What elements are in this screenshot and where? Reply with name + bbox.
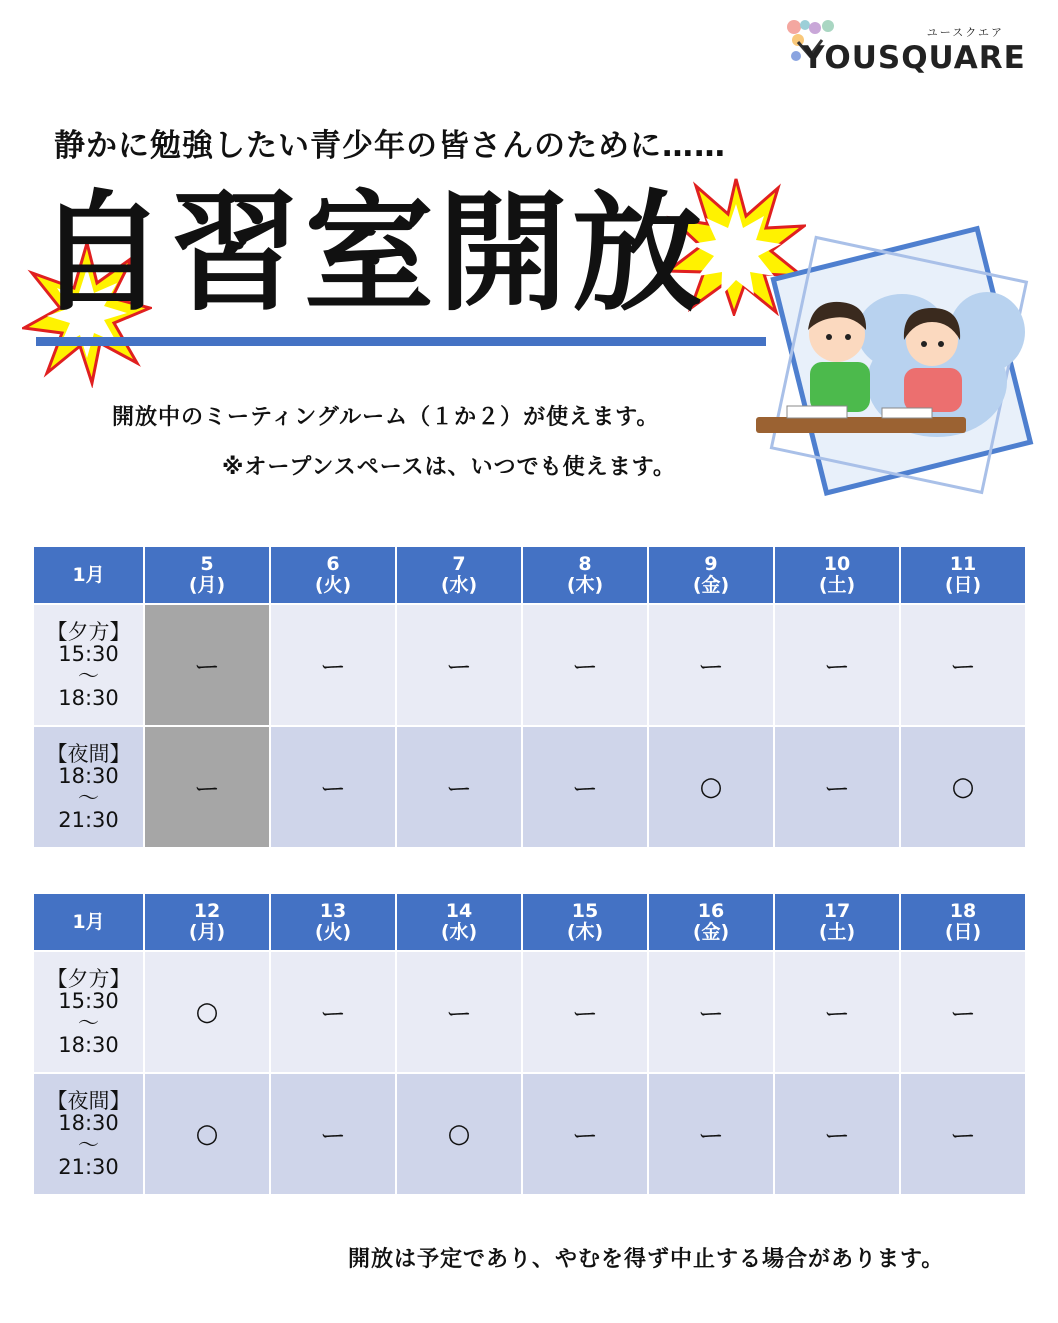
day-header: 8 (木)	[523, 547, 647, 603]
day-header: 9 (金)	[649, 547, 773, 603]
slot-cell: ー	[523, 1074, 647, 1194]
day-header: 17 (土)	[775, 894, 899, 950]
note-meeting-room: 開放中のミーティングルーム（１か２）が使えます。	[112, 405, 660, 430]
table-header-row	[34, 547, 1025, 603]
month-header: 1月	[34, 547, 143, 603]
logo-word: YOUSQUARE	[802, 40, 1026, 76]
day-header: 14 (水)	[397, 894, 521, 950]
slot-cell: ー	[523, 952, 647, 1072]
slot-cell: ー	[649, 952, 773, 1072]
slot-cell: ー	[775, 1074, 899, 1194]
slot-cell: ー	[901, 605, 1025, 725]
students-studying-illustration	[752, 222, 1042, 502]
slot-cell: ー	[901, 1074, 1025, 1194]
day-header: 5 (月)	[145, 547, 269, 603]
slot-cell: ー	[649, 605, 773, 725]
title-underline	[36, 337, 766, 346]
day-header: 15 (木)	[523, 894, 647, 950]
night-label: 【夜間】 18:30 ～ 21:30	[34, 727, 143, 847]
slot-cell: ー	[145, 605, 269, 725]
evening-label: 【夕方】 15:30 ～ 18:30	[34, 952, 143, 1072]
night-label: 【夜間】 18:30 ～ 21:30	[34, 1074, 143, 1194]
day-header: 13 (火)	[271, 894, 395, 950]
day-header: 6 (火)	[271, 547, 395, 603]
page-title: 自習室開放	[36, 177, 707, 329]
slot-cell: ー	[775, 727, 899, 847]
day-header: 11 (日)	[901, 547, 1025, 603]
month-header: 1月	[34, 894, 143, 950]
schedule-table-week1	[32, 545, 1027, 849]
slot-cell: ー	[775, 952, 899, 1072]
evening-label: 【夕方】 15:30 ～ 18:30	[34, 605, 143, 725]
slot-cell: ○	[649, 727, 773, 847]
slot-cell: ○	[901, 727, 1025, 847]
slot-cell: ー	[271, 605, 395, 725]
slot-cell: ○	[145, 1074, 269, 1194]
subtitle: 静かに勉強したい青少年の皆さんのために……	[54, 128, 726, 164]
slot-cell: ー	[775, 605, 899, 725]
slot-cell: ー	[523, 605, 647, 725]
evening-row	[34, 952, 1025, 1072]
logo-kana: ユースクエア	[926, 26, 1004, 39]
slot-cell: ー	[397, 605, 521, 725]
day-header: 12 (月)	[145, 894, 269, 950]
table-header-row	[34, 894, 1025, 950]
slot-cell: ー	[523, 727, 647, 847]
day-header: 16 (金)	[649, 894, 773, 950]
day-header: 18 (日)	[901, 894, 1025, 950]
evening-row	[34, 605, 1025, 725]
day-header: 10 (土)	[775, 547, 899, 603]
night-row	[34, 1074, 1025, 1194]
slot-cell: ー	[271, 727, 395, 847]
night-row	[34, 727, 1025, 847]
slot-cell: ー	[397, 727, 521, 847]
slot-cell: ○	[397, 1074, 521, 1194]
footer-disclaimer: 開放は予定であり、やむを得ず中止する場合があります。	[348, 1247, 945, 1272]
schedule-table-week2	[32, 892, 1027, 1196]
day-header: 7 (水)	[397, 547, 521, 603]
slot-cell: ○	[145, 952, 269, 1072]
slot-cell: ー	[649, 1074, 773, 1194]
slot-cell: ー	[397, 952, 521, 1072]
slot-cell: ー	[271, 1074, 395, 1194]
yousquare-logo	[782, 18, 1032, 78]
slot-cell: ー	[145, 727, 269, 847]
slot-cell: ー	[901, 952, 1025, 1072]
slot-cell: ー	[271, 952, 395, 1072]
note-open-space: ※オープンスペースは、いつでも使えます。	[222, 455, 676, 480]
